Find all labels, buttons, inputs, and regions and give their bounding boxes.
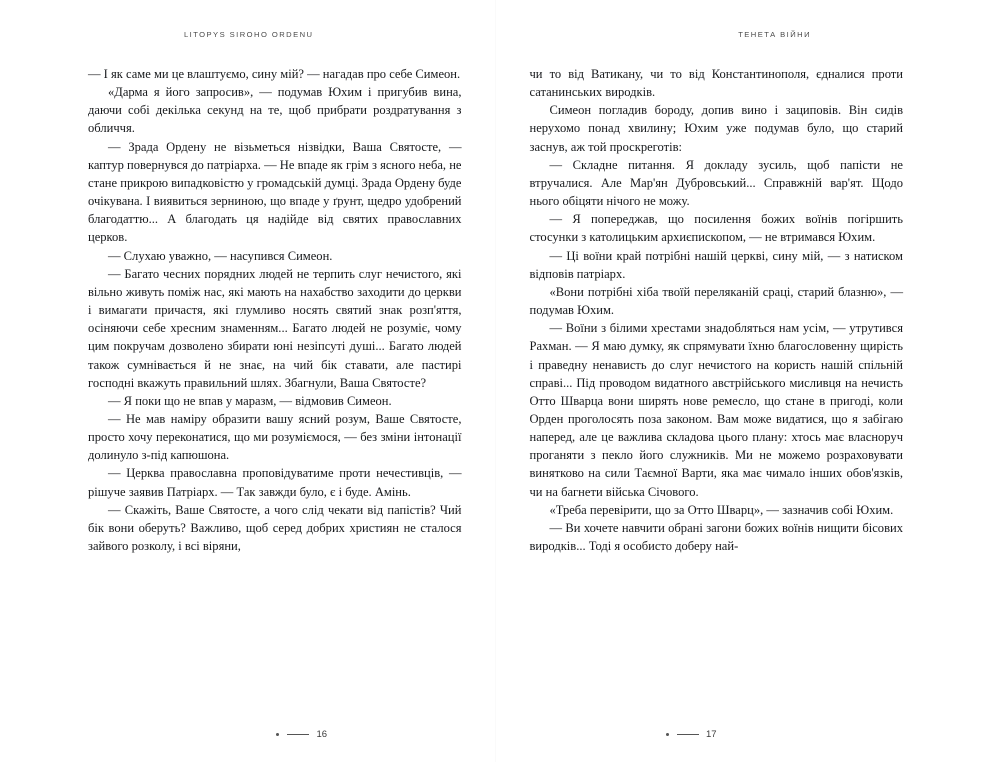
paragraph: — Воїни з білими хрестами знадобляться нам усім, — утрутився Рахман. — Я маю думку, як спрямувати їхню благословенну щирість і праведну ненависть до слуг нечистого на користь нашій спільній справі... Під проводом видатного австрійського мисливця на нечисть Отто Шварца вони ширять нове ремесло, що стане в пригоді, коли Орден проголосять поза законом. Вам може видатися, що я забігаю наперед, але це важлива складова цього плану: хтось має власноруч проганяти з пекло його служників. Ми не можемо розраховувати винятково на сили Таємної Варти, яка має чимало інших обов'язків, чи на багнети війська Січового. — [529, 321, 903, 499]
paragraph: чи то від Ватикану, чи то від Константинополя, єдналися проти сатанинських виродків. — [529, 67, 903, 100]
paragraph: — Ці воїни край потрібні нашій церкві, сину мій, — з натиском відповів патріарх. — [529, 248, 903, 281]
body-text-left — [88, 65, 462, 719]
paragraph: Симеон погладив бороду, допив вино і зациповів. Він сидів нерухомо понад хвилину; Юхим уже подумав було, що старий заснув, аж той проскреготів: — [529, 103, 903, 154]
paragraph: — Церква православна проповідуватиме проти нечестивців, — рішуче заявив Патріарх. — Так завжди було, є і буде. Амінь. — [88, 466, 462, 499]
body-text-right — [530, 65, 904, 719]
running-head-left: LITOPYS SIROHO ORDENU — [184, 30, 314, 39]
paragraph: «Вони потрібні хіба твоїй переляканій сраці, старий блазню», — подумав Юхим. — [529, 284, 903, 318]
folio-left — [88, 729, 462, 740]
paragraph: — Я поки що не впав у маразм, — відмовив Симеон. — [108, 393, 392, 408]
page-number: 16 — [316, 729, 328, 740]
paragraph: — Я попереджав, що посилення божих воїнів погіршить стосунки з католицьким архиєпископом, — не втримався Юхим. — [529, 212, 903, 245]
paragraph: — Скажіть, Ваше Святосте, а чого слід чекати від папістів? Чий бік вони оберуть? Важливо, щоб серед добрих християн не сталося зайвого розколу, і всі віряни, — [88, 502, 462, 554]
page-number: 17 — [705, 729, 717, 740]
page-right — [496, 0, 991, 762]
folio-dot-icon — [666, 733, 669, 736]
paragraph: «Дарма я його запросив», — подумав Юхим і пригубив вина, даючи собі декілька секунд на те, щоб прибрати роздратування з обличчя. — [88, 85, 462, 136]
paragraph: — Ви хочете навчити обрані загони божих воїнів нищити бісових виродків... Тоді я особисто доберу най- — [529, 520, 903, 554]
paragraph: — I як саме ми це влаштуємо, сину мій? — нагадав про себе Симеон. — [88, 67, 461, 81]
running-head-right: ТЕНЕТА ВІЙНИ — [738, 30, 811, 39]
paragraph: — Слухаю уважно, — насупився Симеон. — [108, 248, 333, 263]
paragraph: — Багато чесних порядних людей не терпить слуг нечистого, які вільно живуть поміж нас, які мають на нахабство заходити до церкви і вимагати причастя, які глумливо носять святий знак розп'яття, осіняючи себе хресним знаменням... Багато людей не розуміє, чому цим покручам дозволено збирати юні незіпсуті душі... Багато людей також сумнівається й не знає, на чий бік ставати, але пастирі господні вкажуть правильний шлях. Збагнули, Ваша Святосте? — [88, 266, 462, 390]
folio-right — [530, 729, 904, 740]
folio-dot-icon — [276, 733, 279, 736]
paragraph: — Не мав наміру образити вашу ясний розум, Ваше Святосте, просто хочу переконатися, що ми розуміємося, — без зміни інтонації долинуло з-під капюшона. — [88, 411, 462, 463]
paragraph: — Зрада Ордену не візьметься нізвідки, Ваша Святосте, — каптур повернувся до патріарха. — Не впаде як грім з ясного неба, не стане прикрою випадковістю у громадській думці. Зрада Ордену буде очікувана. І виявиться зерниною, що впаде у ґрунт, щедро удобрений благодаттю... А благодать ця надійде від святих православних церков. — [88, 139, 462, 245]
paragraph: «Треба перевірити, що за Отто Шварц», — зазначив собі Юхим. — [549, 502, 894, 517]
paragraph: — Складне питання. Я докладу зусиль, щоб папісти не втручалися. Але Мар'ян Дубровський... Справжній вар'ят. Щодо нього обіцяти нічого не можу. — [529, 157, 903, 209]
folio-rule-icon — [677, 734, 699, 735]
folio-rule-icon — [287, 734, 309, 735]
